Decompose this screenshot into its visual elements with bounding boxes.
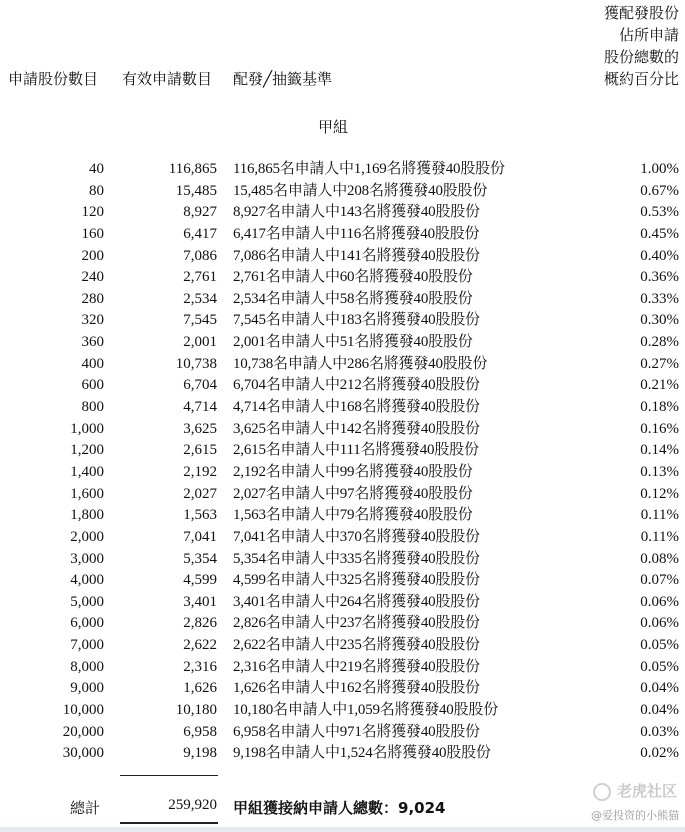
cell-shares-applied: 1,200 <box>70 442 104 459</box>
cell-allotment-basis: 2,316名申請人中219名將獲發40股股份 <box>233 658 480 675</box>
table-row <box>0 397 685 419</box>
table-row <box>0 267 685 289</box>
cell-valid-applications: 4,714 <box>183 399 217 416</box>
cell-shares-applied: 800 <box>81 399 104 416</box>
cell-approx-percentage: 0.28% <box>640 334 679 351</box>
table-row <box>0 375 685 397</box>
cell-allotment-basis: 4,599名申請人中325名將獲發40股股份 <box>233 572 480 589</box>
cell-valid-applications: 6,704 <box>183 377 217 394</box>
watermark-handle: @爱投资的小熊猫 <box>591 809 679 822</box>
cell-approx-percentage: 0.03% <box>640 723 679 740</box>
table-row <box>0 613 685 635</box>
cell-approx-percentage: 0.05% <box>640 658 679 675</box>
cell-shares-applied: 600 <box>81 377 104 394</box>
cell-shares-applied: 10,000 <box>62 702 104 719</box>
cell-allotment-basis: 116,865名申請人中1,169名將獲發40股股份 <box>233 161 505 177</box>
cell-allotment-basis: 5,354名申請人中335名將獲發40股股份 <box>233 550 480 567</box>
table-row <box>0 224 685 246</box>
table-row <box>0 246 685 268</box>
header-approx-percentage <box>559 2 679 90</box>
cell-shares-applied: 120 <box>81 204 104 221</box>
table-row <box>0 592 685 614</box>
cell-shares-applied: 20,000 <box>62 723 104 740</box>
cell-allotment-basis: 2,001名申請人中51名將獲發40股股份 <box>233 334 473 351</box>
cell-allotment-basis: 2,622名申請人中235名將獲發40股股份 <box>233 637 480 654</box>
cell-approx-percentage: 0.27% <box>640 355 679 372</box>
cell-valid-applications: 2,826 <box>183 615 217 632</box>
cell-shares-applied: 1,800 <box>70 507 104 524</box>
table-row <box>0 159 685 181</box>
table-row <box>0 635 685 657</box>
watermark-brand-text: 老虎社区 <box>616 782 677 800</box>
subtotal-rule <box>120 775 218 776</box>
cell-shares-applied: 4,000 <box>70 572 104 589</box>
total-label: 總計 <box>70 799 101 817</box>
cell-valid-applications: 2,316 <box>183 658 217 675</box>
cell-shares-applied: 320 <box>81 312 104 329</box>
total-value: 259,920 <box>168 797 217 813</box>
cell-shares-applied: 2,000 <box>70 528 104 545</box>
cell-approx-percentage: 0.18% <box>640 399 679 416</box>
table-row <box>0 527 685 549</box>
cell-approx-percentage: 0.13% <box>640 463 679 480</box>
header-approx-percentage-line: 股份總數的 <box>603 48 679 66</box>
cell-allotment-basis: 10,180名申請人中1,059名將獲發40股股份 <box>233 702 499 719</box>
cell-allotment-basis: 2,761名申請人中60名將獲發40股股份 <box>233 269 473 286</box>
cell-valid-applications: 116,865 <box>168 161 217 177</box>
cell-valid-applications: 7,086 <box>183 247 217 264</box>
table-row <box>0 484 685 506</box>
table-row <box>0 332 685 354</box>
cell-approx-percentage: 0.33% <box>640 290 679 307</box>
header-valid-applications: 有效申請數目 <box>122 70 213 88</box>
cell-valid-applications: 8,927 <box>183 204 217 221</box>
cell-allotment-basis: 6,417名申請人中116名將獲發40股股份 <box>233 225 480 242</box>
cell-allotment-basis: 6,704名申請人中212名將獲發40股股份 <box>233 377 480 394</box>
table-row <box>0 700 685 722</box>
table-row <box>0 419 685 441</box>
cell-allotment-basis: 4,714名申請人中168名將獲發40股股份 <box>233 399 480 416</box>
cell-allotment-basis: 7,086名申請人中141名將獲發40股股份 <box>233 247 480 264</box>
cell-shares-applied: 80 <box>89 182 104 199</box>
cell-allotment-basis: 7,041名申請人中370名將獲發40股股份 <box>233 528 480 545</box>
cell-approx-percentage: 1.00% <box>640 161 679 177</box>
cell-valid-applications: 2,001 <box>183 334 217 351</box>
cell-valid-applications: 1,563 <box>183 507 217 524</box>
cell-shares-applied: 7,000 <box>70 637 104 654</box>
cell-allotment-basis: 2,027名申請人中97名將獲發40股股份 <box>233 485 473 502</box>
table-row <box>0 570 685 592</box>
cell-approx-percentage: 0.36% <box>640 269 679 286</box>
cell-shares-applied: 5,000 <box>70 593 104 610</box>
cell-shares-applied: 40 <box>89 161 104 177</box>
table-row <box>0 657 685 679</box>
cell-shares-applied: 200 <box>81 247 104 264</box>
table-row <box>0 440 685 462</box>
cell-valid-applications: 2,027 <box>183 485 217 502</box>
header-shares-applied: 申請股份數目 <box>8 70 99 88</box>
header-approx-percentage-line: 獲配發股份 <box>603 4 679 22</box>
table-row <box>0 678 685 700</box>
cell-shares-applied: 6,000 <box>70 615 104 632</box>
cell-approx-percentage: 0.16% <box>640 420 679 437</box>
cell-approx-percentage: 0.05% <box>640 637 679 654</box>
cell-approx-percentage: 0.45% <box>640 225 679 242</box>
header-allotment-basis: 配發╱抽籤基準 <box>233 70 333 88</box>
table-row <box>0 202 685 224</box>
cell-valid-applications: 5,354 <box>183 550 217 567</box>
cell-approx-percentage: 0.04% <box>640 680 679 697</box>
cell-valid-applications: 1,626 <box>183 680 217 697</box>
table-row <box>0 462 685 484</box>
cell-valid-applications: 2,615 <box>183 442 217 459</box>
header-approx-percentage-line: 概約百分比 <box>603 70 679 88</box>
cell-valid-applications: 10,738 <box>175 355 217 372</box>
cell-shares-applied: 8,000 <box>70 658 104 675</box>
cell-allotment-basis: 7,545名申請人中183名將獲發40股股份 <box>233 312 480 329</box>
cell-valid-applications: 3,625 <box>183 420 217 437</box>
cell-valid-applications: 7,041 <box>183 528 217 545</box>
total-summary: 甲組獲接納申請人總數：9,024 <box>233 799 446 817</box>
cell-approx-percentage: 0.12% <box>640 485 679 502</box>
cell-shares-applied: 1,400 <box>70 463 104 480</box>
allotment-table-body <box>0 159 685 765</box>
cell-approx-percentage: 0.14% <box>640 442 679 459</box>
table-row <box>0 354 685 376</box>
cell-shares-applied: 1,000 <box>70 420 104 437</box>
bottom-strip <box>0 827 685 832</box>
tiger-logo-icon <box>593 783 611 801</box>
cell-shares-applied: 30,000 <box>62 745 104 762</box>
cell-approx-percentage: 0.21% <box>640 377 679 394</box>
cell-allotment-basis: 8,927名申請人中143名將獲發40股股份 <box>233 204 480 221</box>
cell-approx-percentage: 0.67% <box>640 182 679 199</box>
cell-approx-percentage: 0.53% <box>640 204 679 221</box>
cell-allotment-basis: 2,192名申請人中99名將獲發40股股份 <box>233 463 473 480</box>
cell-valid-applications: 7,545 <box>183 312 217 329</box>
cell-allotment-basis: 2,534名申請人中58名將獲發40股股份 <box>233 290 473 307</box>
cell-valid-applications: 2,534 <box>183 290 217 307</box>
cell-approx-percentage: 0.02% <box>640 745 679 762</box>
cell-approx-percentage: 0.40% <box>640 247 679 264</box>
cell-allotment-basis: 10,738名申請人中286名將獲發40股股份 <box>233 355 488 372</box>
cell-allotment-basis: 3,625名申請人中142名將獲發40股股份 <box>233 420 480 437</box>
cell-shares-applied: 360 <box>81 334 104 351</box>
watermark-brand <box>593 780 677 801</box>
cell-approx-percentage: 0.08% <box>640 550 679 567</box>
total-double-rule <box>120 822 218 824</box>
table-row <box>0 289 685 311</box>
cell-allotment-basis: 1,563名申請人中79名將獲發40股股份 <box>233 507 473 524</box>
cell-approx-percentage: 0.06% <box>640 593 679 610</box>
table-row <box>0 743 685 765</box>
cell-shares-applied: 3,000 <box>70 550 104 567</box>
cell-valid-applications: 2,761 <box>183 269 217 286</box>
cell-valid-applications: 6,958 <box>183 723 217 740</box>
table-row <box>0 181 685 203</box>
cell-approx-percentage: 0.04% <box>640 702 679 719</box>
cell-valid-applications: 6,417 <box>183 225 217 242</box>
cell-approx-percentage: 0.07% <box>640 572 679 589</box>
table-row <box>0 505 685 527</box>
cell-shares-applied: 1,600 <box>70 485 104 502</box>
cell-valid-applications: 2,622 <box>183 637 217 654</box>
cell-approx-percentage: 0.11% <box>640 528 679 545</box>
cell-allotment-basis: 15,485名申請人中208名將獲發40股股份 <box>233 182 488 199</box>
cell-valid-applications: 4,599 <box>183 572 217 589</box>
table-row <box>0 722 685 744</box>
cell-allotment-basis: 6,958名申請人中971名將獲發40股股份 <box>233 723 480 740</box>
cell-valid-applications: 3,401 <box>183 593 217 610</box>
cell-shares-applied: 400 <box>81 355 104 372</box>
group-title: 甲組 <box>318 118 349 136</box>
cell-approx-percentage: 0.11% <box>640 507 679 524</box>
cell-allotment-basis: 1,626名申請人中162名將獲發40股股份 <box>233 680 480 697</box>
cell-allotment-basis: 2,826名申請人中237名將獲發40股股份 <box>233 615 480 632</box>
table-row <box>0 549 685 571</box>
cell-allotment-basis: 9,198名申請人中1,524名將獲發40股股份 <box>233 745 491 762</box>
header-approx-percentage-line: 佔所申請 <box>618 26 679 44</box>
cell-shares-applied: 160 <box>81 225 104 242</box>
cell-allotment-basis: 3,401名申請人中264名將獲發40股股份 <box>233 593 480 610</box>
cell-valid-applications: 9,198 <box>183 745 217 762</box>
cell-shares-applied: 9,000 <box>70 680 104 697</box>
cell-approx-percentage: 0.06% <box>640 615 679 632</box>
cell-approx-percentage: 0.30% <box>640 312 679 329</box>
table-row <box>0 310 685 332</box>
cell-valid-applications: 2,192 <box>183 463 217 480</box>
cell-valid-applications: 10,180 <box>175 702 217 719</box>
cell-shares-applied: 240 <box>81 269 104 286</box>
cell-allotment-basis: 2,615名申請人中111名將獲發40股股份 <box>233 442 479 459</box>
cell-valid-applications: 15,485 <box>175 182 217 199</box>
cell-shares-applied: 280 <box>81 290 104 307</box>
